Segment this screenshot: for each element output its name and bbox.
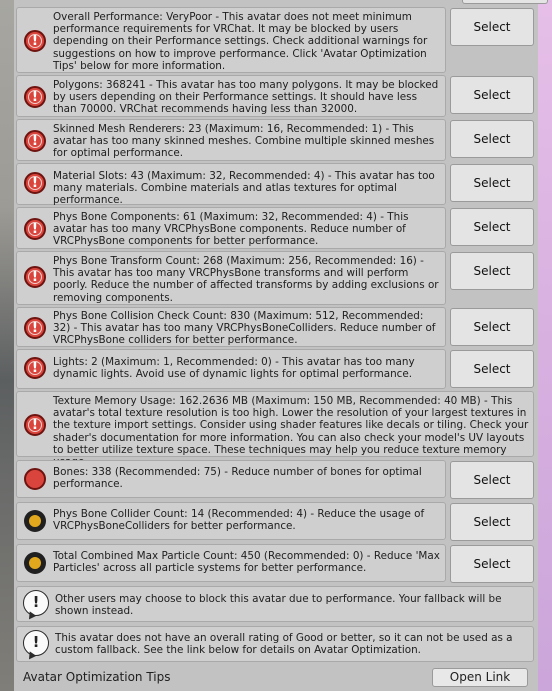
open-link-button[interactable]: Open Link bbox=[432, 668, 528, 687]
message-box bbox=[16, 586, 534, 622]
message-text: This avatar does not have an overall rating of Good or better, so it can not be used as a custom fallback. See the link below for details on Avatar Optimization. bbox=[55, 632, 513, 657]
message-text: Other users may choose to block this avatar due to performance. Your fallback will be shown instead. bbox=[55, 593, 502, 618]
performance-panel bbox=[14, 0, 538, 691]
message-text: Bones: 338 (Recommended: 75) - Reduce number of bones for optimal performance. bbox=[53, 466, 422, 491]
scene-background-right bbox=[538, 0, 552, 691]
medium-rating-icon bbox=[24, 510, 46, 532]
message-box bbox=[16, 119, 446, 161]
error-icon: ! bbox=[24, 86, 46, 108]
message-box bbox=[16, 207, 446, 249]
select-button[interactable]: Select bbox=[450, 164, 534, 202]
message-box bbox=[16, 626, 534, 662]
error-icon: ! bbox=[24, 30, 46, 52]
message-text: Phys Bone Transform Count: 268 (Maximum: 256, Recommended: 16) - This avatar has too many VRCPhysBone transforms and will perform poorly. Reduce the number of affected transforms by adding exclusions or removing components. bbox=[53, 255, 439, 304]
message-box bbox=[16, 349, 446, 389]
message-box bbox=[16, 544, 446, 582]
select-button[interactable]: Select bbox=[450, 545, 534, 583]
message-box bbox=[16, 7, 446, 73]
select-button[interactable]: Select bbox=[450, 350, 534, 388]
select-button[interactable]: Select bbox=[450, 120, 534, 158]
error-icon: ! bbox=[24, 218, 46, 240]
message-text: Texture Memory Usage: 162.2636 MB (Maximum: 150 MB, Recommended: 40 MB) - This avatar's total texture resolution is too high. Lower the resolution of your largest textures in the texture import settings. Consider using shader features like decals or tiling. Check your shader's documentation for more information. You can also check your model's UV layouts to better utilize texture space. These techniques may help you reduce texture memory bbox=[53, 395, 529, 456]
message-text: Overall Performance: VeryPoor - This avatar does not meet minimum performance requirements for VRChat. It may be blocked by users depending on their Performance settings. Check additional warnings for suggestions on how to improve performance. Click 'Avatar Optimization Tips' below for more information. bbox=[53, 11, 428, 72]
optimization-tips-row bbox=[16, 666, 534, 690]
message-box bbox=[16, 307, 446, 347]
poor-rating-icon bbox=[24, 468, 46, 490]
message-text: Lights: 2 (Maximum: 1, Recommended: 0) - This avatar has too many dynamic lights. Avoid use of dynamic lights for optimal performance. bbox=[53, 356, 415, 381]
medium-rating-icon bbox=[24, 552, 46, 574]
scene-background-left bbox=[0, 0, 14, 691]
select-button[interactable]: Select bbox=[450, 208, 534, 246]
error-icon: ! bbox=[24, 172, 46, 194]
select-button[interactable]: Select bbox=[450, 76, 534, 114]
message-text: Phys Bone Collider Count: 14 (Recommended: 4) - Reduce the usage of VRCPhysBoneColliders for better performance. bbox=[53, 508, 425, 533]
message-text: Phys Bone Collision Check Count: 830 (Maximum: 512, Recommended: 32) - This avatar has too many VRCPhysBoneColliders. Reduce number of VRCPhysBone colliders for better performance. bbox=[53, 310, 436, 347]
error-icon: ! bbox=[24, 317, 46, 339]
message-box bbox=[16, 163, 446, 205]
info-icon: ! bbox=[23, 630, 49, 656]
previous-button-edge bbox=[462, 0, 548, 4]
select-button[interactable]: Select bbox=[450, 8, 534, 46]
message-box bbox=[16, 251, 446, 305]
error-icon: ! bbox=[24, 357, 46, 379]
message-text: Polygons: 368241 - This avatar has too many polygons. It may be blocked by users depending on their Performance settings. It should have less than 70000. VRChat recommends having less than 32000. bbox=[53, 79, 439, 116]
optimization-tips-label: Avatar Optimization Tips bbox=[23, 670, 171, 684]
message-box bbox=[16, 391, 534, 457]
error-icon: ! bbox=[24, 266, 46, 288]
message-box bbox=[16, 75, 446, 117]
message-text: Skinned Mesh Renderers: 23 (Maximum: 16, Recommended: 1) - This avatar has too many skinned meshes. Combine multiple skinned meshes for optimal performance. bbox=[53, 123, 435, 160]
select-button[interactable]: Select bbox=[450, 503, 534, 541]
message-text: Phys Bone Components: 61 (Maximum: 32, Recommended: 4) - This avatar has too many VRCPhysBone components. Reduce number of VRCPhysBone components for better performance. bbox=[53, 211, 409, 248]
message-box bbox=[16, 460, 446, 498]
error-icon: ! bbox=[24, 130, 46, 152]
select-button[interactable]: Select bbox=[450, 308, 534, 346]
error-icon: ! bbox=[24, 414, 46, 436]
info-icon: ! bbox=[23, 590, 49, 616]
select-button[interactable]: Select bbox=[450, 252, 534, 290]
message-box bbox=[16, 502, 446, 540]
message-text: Material Slots: 43 (Maximum: 32, Recommended: 4) - This avatar has too many materials. Combine materials and atlas textures for optimal performance. bbox=[53, 170, 435, 207]
select-button[interactable]: Select bbox=[450, 461, 534, 499]
message-text: Total Combined Max Particle Count: 450 (Recommended: 0) - Reduce 'Max Particles' across all particle systems for better performance. bbox=[53, 550, 440, 575]
